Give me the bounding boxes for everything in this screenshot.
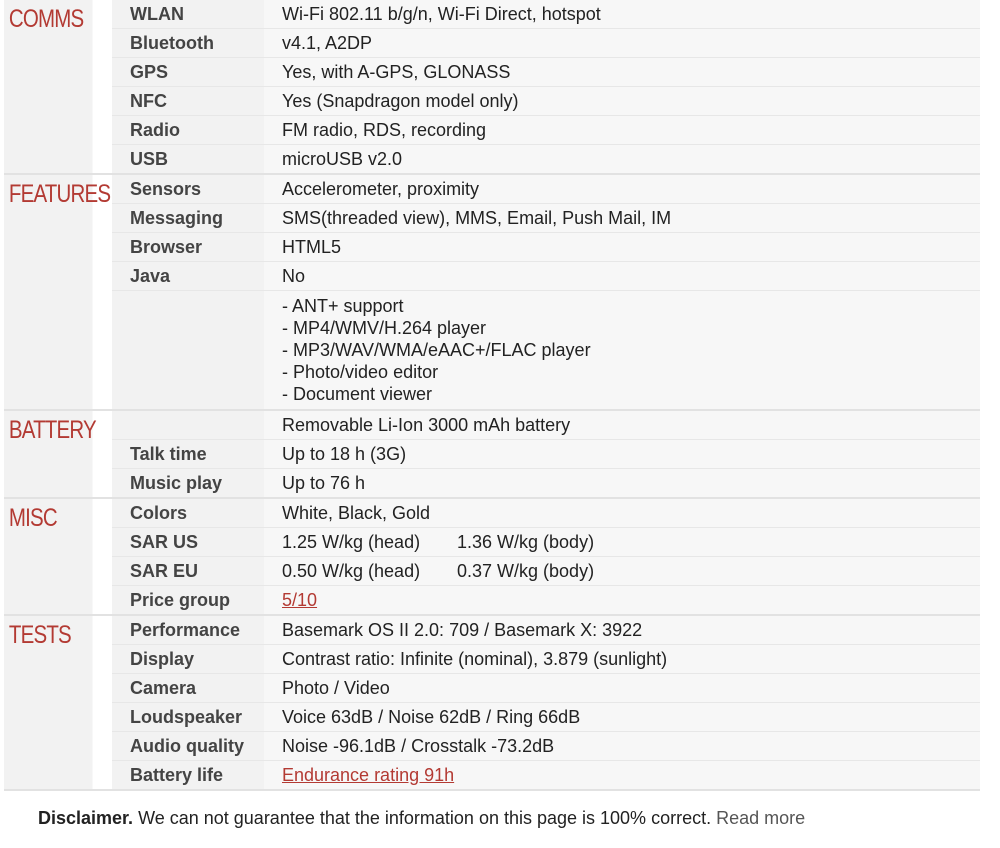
- spec-value: White, Black, Gold: [264, 499, 980, 527]
- spec-label: Performance: [112, 616, 264, 644]
- spec-value: Yes, with A-GPS, GLONASS: [264, 58, 980, 86]
- spec-value: Contrast ratio: Infinite (nominal), 3.879 (sunlight): [264, 645, 980, 673]
- spec-row-price-group: [112, 586, 980, 614]
- spec-row-music-play: [112, 469, 980, 497]
- spec-value: Up to 18 h (3G): [264, 440, 980, 468]
- feature-line: - Photo/video editor: [282, 362, 439, 382]
- feature-line: - MP4/WMV/H.264 player: [282, 318, 487, 338]
- spec-label: GPS: [112, 58, 264, 86]
- spec-row-wlan: [112, 0, 980, 29]
- specs-table: [4, 0, 980, 791]
- sar-head-value: 0.50 W/kg (head): [282, 561, 421, 581]
- spec-label: SAR EU: [112, 557, 264, 585]
- feature-line: - MP3/WAV/WMA/eAAC+/FLAC player: [282, 340, 591, 360]
- spec-row-bluetooth: [112, 29, 980, 58]
- spec-row-usb: [112, 145, 980, 173]
- sar-body-value: 0.37 W/kg (body): [457, 561, 595, 581]
- spec-label: Colors: [112, 499, 264, 527]
- spec-label: Music play: [112, 469, 264, 497]
- spec-value: v4.1, A2DP: [264, 29, 980, 57]
- spec-row-messaging: [112, 204, 980, 233]
- spec-label: NFC: [112, 87, 264, 115]
- disclaimer-text: We can not guarantee that the information on this page is 100% correct.: [133, 808, 712, 828]
- sar-body-value: 1.36 W/kg (body): [457, 532, 595, 552]
- spec-row-sar-us: [112, 528, 980, 557]
- sar-head-value: 1.25 W/kg (head): [282, 532, 421, 552]
- section-title: MISC: [4, 499, 93, 614]
- section-tests: [4, 616, 980, 791]
- section-comms: [4, 0, 980, 175]
- spec-row-radio: [112, 116, 980, 145]
- spec-row-java: [112, 262, 980, 291]
- spec-label: Price group: [112, 586, 264, 614]
- spec-value: Voice 63dB / Noise 62dB / Ring 66dB: [264, 703, 980, 731]
- spec-label: USB: [112, 145, 264, 173]
- spec-label: Java: [112, 262, 264, 290]
- spec-value: No: [264, 262, 980, 290]
- spec-row-display: [112, 645, 980, 674]
- spec-label: [112, 411, 264, 439]
- spec-row-extras: [112, 291, 980, 409]
- disclaimer: [38, 808, 805, 829]
- spec-label: Display: [112, 645, 264, 673]
- spec-value: [264, 761, 980, 789]
- spec-label: SAR US: [112, 528, 264, 556]
- spec-row-colors: [112, 499, 980, 528]
- spec-label: Loudspeaker: [112, 703, 264, 731]
- spec-value: Wi-Fi 802.11 b/g/n, Wi-Fi Direct, hotspot: [264, 0, 980, 28]
- spec-label: Browser: [112, 233, 264, 261]
- disclaimer-label: Disclaimer.: [38, 808, 134, 828]
- spec-label: Sensors: [112, 175, 264, 203]
- feature-line: - ANT+ support: [282, 296, 404, 316]
- spec-label: Battery life: [112, 761, 264, 789]
- spec-row-battery-life: [112, 761, 980, 789]
- spec-value: Yes (Snapdragon model only): [264, 87, 980, 115]
- spec-value: SMS(threaded view), MMS, Email, Push Mail, IM: [264, 204, 980, 232]
- endurance-rating-link[interactable]: Endurance rating 91h: [282, 765, 455, 785]
- spec-row-performance: [112, 616, 980, 645]
- spec-row-sar-eu: [112, 557, 980, 586]
- spec-row-audio-quality: [112, 732, 980, 761]
- section-title: COMMS: [4, 0, 93, 173]
- spec-value: [264, 586, 980, 614]
- spec-value-list: [264, 291, 980, 409]
- spec-label: [112, 291, 264, 409]
- spec-row-loudspeaker: [112, 703, 980, 732]
- read-more-link[interactable]: Read more: [716, 808, 806, 828]
- spec-value: Removable Li-Ion 3000 mAh battery: [264, 411, 980, 439]
- section-features: [4, 175, 980, 411]
- feature-line: - Document viewer: [282, 384, 433, 404]
- spec-label: WLAN: [112, 0, 264, 28]
- section-title: FEATURES: [4, 175, 93, 409]
- spec-row-camera: [112, 674, 980, 703]
- spec-row-talk-time: [112, 440, 980, 469]
- spec-label: Messaging: [112, 204, 264, 232]
- spec-value: Up to 76 h: [264, 469, 980, 497]
- spec-row-nfc: [112, 87, 980, 116]
- spec-value: [264, 557, 980, 585]
- spec-value: Noise -96.1dB / Crosstalk -73.2dB: [264, 732, 980, 760]
- spec-value: Photo / Video: [264, 674, 980, 702]
- spec-row-browser: [112, 233, 980, 262]
- spec-value: microUSB v2.0: [264, 145, 980, 173]
- price-group-link[interactable]: 5/10: [282, 590, 318, 610]
- spec-value: [264, 528, 980, 556]
- section-battery: [4, 411, 980, 499]
- spec-label: Audio quality: [112, 732, 264, 760]
- spec-value: Accelerometer, proximity: [264, 175, 980, 203]
- spec-value: FM radio, RDS, recording: [264, 116, 980, 144]
- spec-row-battery-type: [112, 411, 980, 440]
- section-title: TESTS: [4, 616, 93, 789]
- spec-value: Basemark OS II 2.0: 709 / Basemark X: 3922: [264, 616, 980, 644]
- spec-row-sensors: [112, 175, 980, 204]
- section-title: BATTERY: [4, 411, 93, 497]
- spec-label: Radio: [112, 116, 264, 144]
- spec-label: Talk time: [112, 440, 264, 468]
- section-misc: [4, 499, 980, 616]
- spec-row-gps: [112, 58, 980, 87]
- spec-label: Bluetooth: [112, 29, 264, 57]
- spec-value: HTML5: [264, 233, 980, 261]
- spec-label: Camera: [112, 674, 264, 702]
